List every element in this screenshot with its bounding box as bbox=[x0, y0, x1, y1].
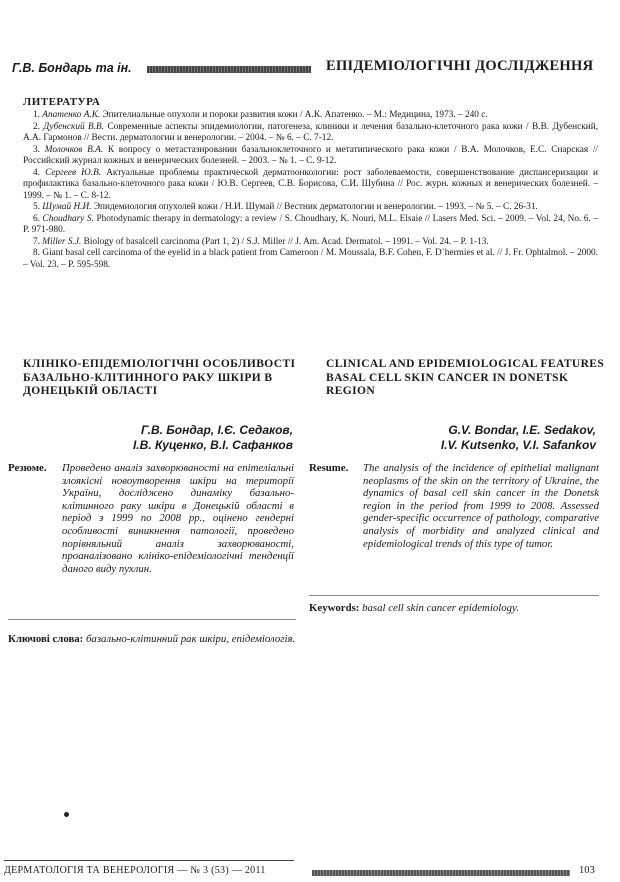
reference-author: Молочков В.А. bbox=[44, 144, 104, 155]
reference-item: 4. Сергеев Ю.В. Актуальные проблемы практической дерматоонкологии: рост заболеваемости, совершенствование диспансеризации и профилактика базально-клеточного рака кожи / Ю.В. Сергеев, С.В. Борисова, С.И. Шубина // Рос. журн. кожных и венерических болезней. – 1999. – № 1. – С. 8-12. bbox=[23, 167, 599, 201]
header-decorative-bar bbox=[147, 66, 311, 73]
footer-journal: ДЕРМАТОЛОГІЯ ТА ВЕНЕРОЛОГІЯ — № 3 (53) — 2011 bbox=[4, 865, 266, 876]
reference-item: 8. Giant basal cell carcinoma of the eyelid in a black patient from Cameroon / M. Moussala, B.F. Cohen, F. D`hermies et al. // J. Fr. Ophtalmol. – 2000. – Vol. 23. – P. 595-598. bbox=[23, 248, 598, 270]
reference-item: 3. Молочков В.А. К вопросу о метастазировании базальноклеточного и метатипического рака кожи / В.А. Молочков, Е.С. Снарская // Российский журнал кожных и венерических болезней. – 2003. – № 1. – С. 9-12. bbox=[23, 144, 598, 166]
running-header-author: Г.В. Бондарь та ін. bbox=[12, 61, 132, 75]
footer-decorative-bar bbox=[312, 870, 570, 876]
reference-author: Сергеев Ю.В. bbox=[45, 167, 102, 178]
en-abstract bbox=[309, 462, 599, 550]
en-article-title: CLINICAL AND EPIDEMIOLOGICAL FEATURES BASAL CELL SKIN CANCER IN DONETSK REGION bbox=[326, 358, 605, 398]
reference-item: 7. Miller S.J. Biology of basalcell carcinoma (Part 1, 2) / S.J. Miller // J. Am. Acad. Dermatol. – 1991. – Vol. 24. – P. 1-13. bbox=[33, 236, 489, 247]
uk-resume-text: Проведено аналіз захворюваності на епітеліальні злоякісні новоутворення шкіри на території України, досліджено динаміку базально-клітинного раку шкіри в Донецькій області в період з 1999 по 2008 рр., оцінено гендерні особливості виникнення патології, проведено порівняльний аналіз захворюваності, проаналізовано клініко-епідеміологічні тенденції даного виду пухлин. bbox=[62, 462, 294, 575]
footer-divider bbox=[4, 860, 294, 861]
reference-author: Дубенский В.В. bbox=[43, 121, 105, 132]
reference-item: 2. Дубенский В.В. Современные аспекты эпидемиологии, патогенеза, клиники и лечения базально-клеточного рака кожи / В.В. Дубенский, А.А. Гармонов // Вестн. дерматологии и венерологии. – 2004. – № 6. – С. 7-12. bbox=[23, 121, 599, 143]
reference-item: 5. Шумай Н.И. Эпидемиология опухолей кожи / Н.И. Шумай // Вестник дерматологии и венерологии. – 1993. – № 5. – С. 26-31. bbox=[33, 202, 538, 212]
uk-resume-label: Резюме. bbox=[8, 462, 47, 474]
reference-author: Miller S.J. bbox=[42, 236, 82, 247]
bullet-dot bbox=[64, 812, 69, 817]
reference-author: Апатенко А.К. bbox=[42, 110, 101, 120]
uk-article-title: КЛІНІКО-ЕПІДЕМІОЛОГІЧНІ ОСОБЛИВОСТІ БАЗАЛЬНО-КЛІТИННОГО РАКУ ШКІРИ В ДОНЕЦЬКІЙ ОБЛАСТІ bbox=[23, 358, 296, 398]
reference-author: Шумай Н.И. bbox=[42, 202, 92, 212]
literature-heading: ЛИТЕРАТУРА bbox=[23, 96, 101, 108]
reference-item: 6. Choudhary S. Photodynamic therapy in dermatology: a review / S. Choudhary, K. Nouri, M.L. Elsaie // Lasers Med. Sci. – 2009. – Vol. 24, No. 6. – P. 971-980. bbox=[23, 213, 599, 235]
en-resume-label: Resume. bbox=[309, 462, 349, 474]
page-number: 103 bbox=[579, 865, 595, 876]
uk-keywords: Ключові слова: базально-клітинний рак шкіри, епідеміологія. bbox=[8, 633, 296, 645]
uk-abstract bbox=[8, 462, 294, 575]
reference-item: 1. Апатенко А.К. Эпителиальные опухоли и пороки развития кожи / А.К. Апатенко. – М.: Медицина, 1973. – 240 с. bbox=[33, 110, 488, 120]
reference-list bbox=[23, 110, 598, 271]
en-keywords: Keywords: basal cell skin cancer epidemiology. bbox=[309, 602, 519, 614]
reference-author: Choudhary S. bbox=[42, 213, 94, 224]
uk-divider bbox=[8, 619, 296, 620]
uk-authors: Г.В. Бондар, І.Є. Седаков, І.В. Куценко, В.І. Сафанков bbox=[132, 423, 293, 452]
en-authors: G.V. Bondar, I.E. Sedakov, I.V. Kutsenko, V.I. Safankov bbox=[440, 423, 596, 452]
running-header-section: ЕПІДЕМІОЛОГІЧНІ ДОСЛІДЖЕННЯ bbox=[326, 58, 594, 74]
en-divider bbox=[309, 595, 599, 596]
en-resume-text: The analysis of the incidence of epithelial malignant neoplasms of the skin on the territory of Ukraine, the dynamics of basal cell skin cancer in the Donetsk region in the period from 1999 to 2008. Assessed gender-specific occurrence of pathology, comparative analysis of morbidity and analyzed clinical and epidemiological trends of this type of tumor. bbox=[363, 462, 599, 550]
